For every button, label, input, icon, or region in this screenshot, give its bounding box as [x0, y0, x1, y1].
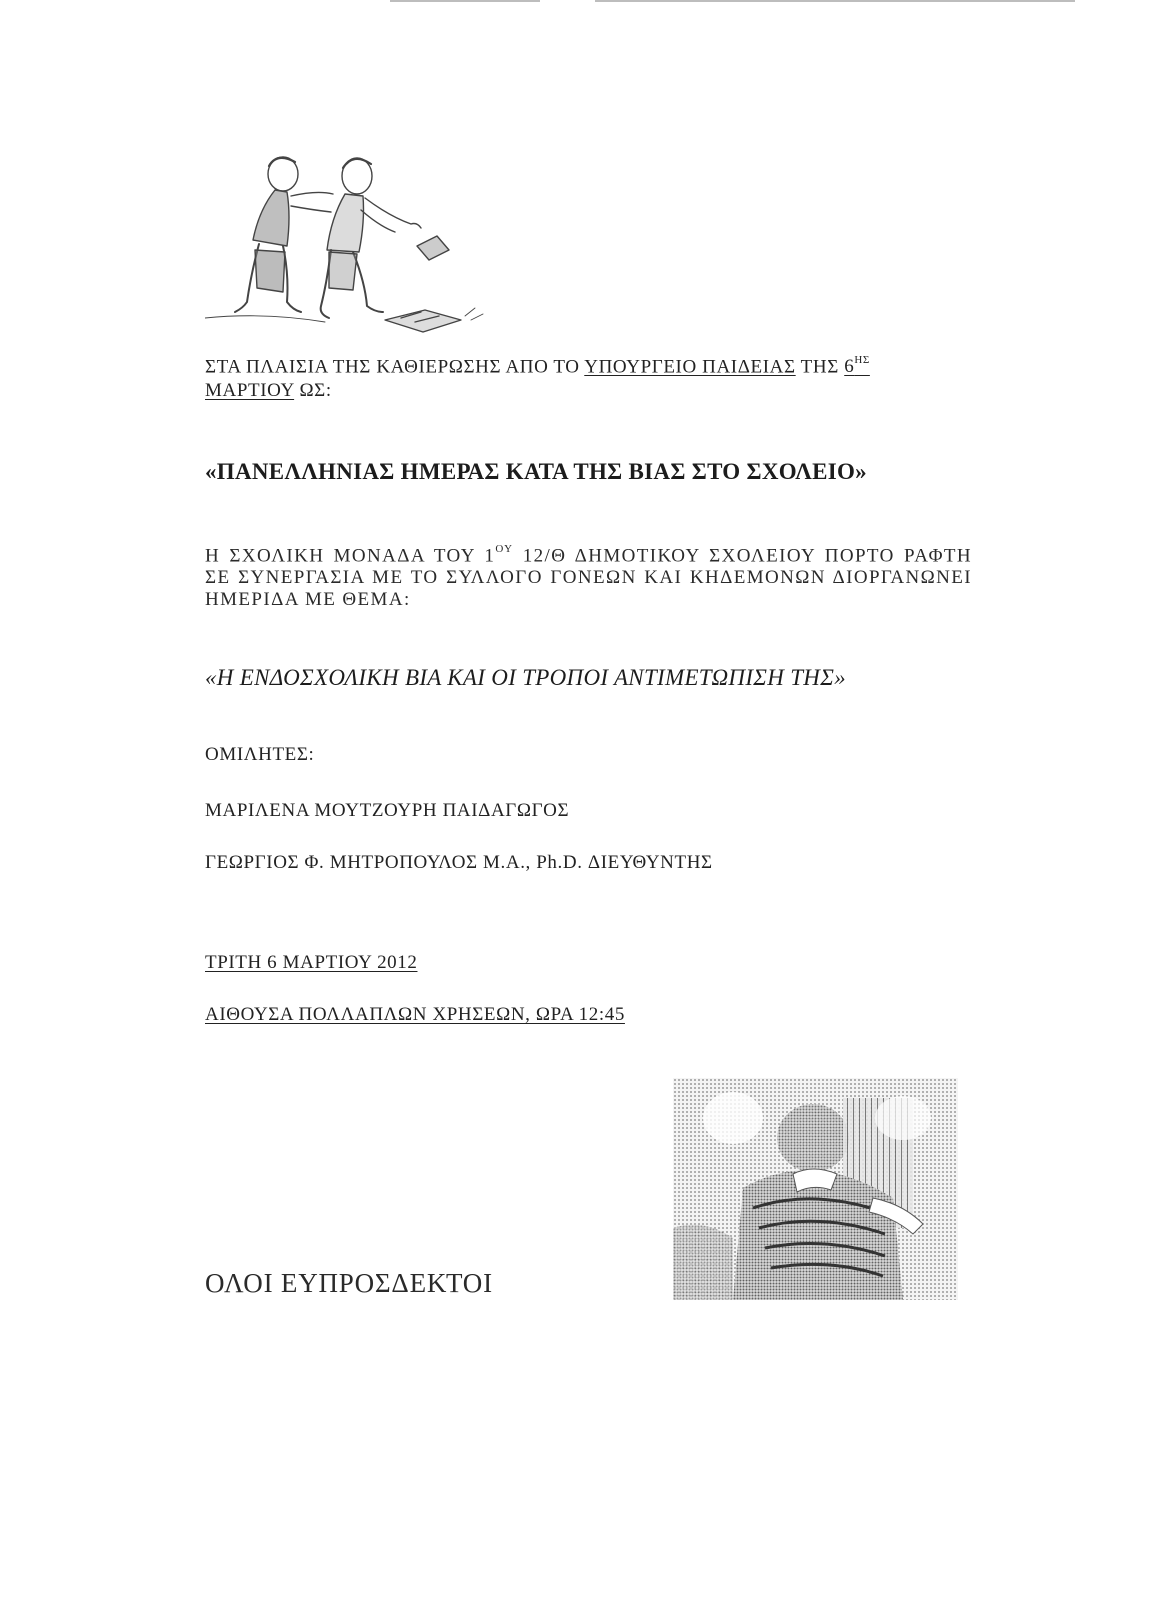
speaker-item: ΜΑΡΙΛΕΝΑ ΜΟΥΤΖΟΥΡΗ ΠΑΙΔΑΓΩΓΟΣ: [205, 800, 570, 821]
intro-month: ΜΑΡΤΙΟΥ: [205, 380, 295, 401]
body-ordinal: ΟΥ: [495, 543, 514, 555]
speakers-heading: ΟΜΙΛΗΤΕΣ:: [205, 744, 315, 765]
intro-line-2: [205, 380, 332, 402]
speaker-item: ΓΕΩΡΓΙΟΣ Φ. ΜΗΤΡΟΠΟΥΛΟΣ Μ.Α., Ph.D. ΔΙΕΥΘΥΝΤΗΣ: [205, 852, 713, 873]
body-text-a: Η ΣΧΟΛΙΚΗ ΜΟΝΑΔΑ ΤΟΥ 1: [205, 545, 496, 567]
intro-day-suffix: ΗΣ: [854, 354, 870, 366]
scan-edge-line: [390, 0, 540, 2]
ministry-name: ΥΠΟΥΡΓΕΙΟ ΠΑΙΔΕΙΑΣ: [584, 356, 796, 378]
event-date: ΤΡΙΤΗ 6 ΜΑΡΤΙΟΥ 2012: [205, 952, 418, 973]
intro-text-a: ΣΤΑ ΠΛΑΙΣΙΑ ΤΗΣ ΚΑΘΙΕΡΩΣΗΣ ΑΠΟ ΤΟ: [205, 356, 585, 378]
headline: «ΠΑΝΕΛΛΗΝΙΑΣ ΗΜΕΡΑΣ ΚΑΤΑ ΤΗΣ ΒΙΑΣ ΣΤΟ ΣΧΟΛΕΙΟ»: [205, 459, 867, 484]
body-text-b: 12/Θ ΔΗΜΟΤΙΚΟΥ ΣΧΟΛΕΙΟΥ ΠΟΡΤΟ ΡΑΦΤΗ ΣΕ ΣΥΝΕΡΓΑΣΙΑ ΜΕ ΤΟ ΣΥΛΛΟΓΟ ΓΟΝΕΩΝ ΚΑΙ ΚΗΔΕΜΟΝΩΝ ΔΙΟΡΓΑΝΩΝΕΙ ΗΜΕΡΙΔΑ ΜΕ ΘΕΜΑ:: [205, 545, 972, 611]
intro-text-b: ΤΗΣ: [795, 356, 845, 378]
body-paragraph: [205, 540, 972, 611]
event-venue: ΑΙΘΟΥΣΑ ΠΟΛΛΑΠΛΩΝ ΧΡΗΣΕΩΝ, ΩΡΑ 12:45: [205, 1004, 625, 1025]
topic-title: «Η ΕΝΔΟΣΧΟΛΙΚΗ ΒΙΑ ΚΑΙ ΟΙ ΤΡΟΠΟΙ ΑΝΤΙΜΕΤΩΠΙΣΗ ΤΗΣ»: [205, 665, 846, 690]
children-photo: [673, 1078, 958, 1300]
intro-day: $6^{H\Sigma}$: [844, 354, 870, 378]
intro-text-c: ΩΣ:: [294, 380, 332, 401]
intro-line-1: [205, 356, 870, 378]
closing-text: ΟΛΟΙ ΕΥΠΡΟΣΔΕΚΤΟΙ: [205, 1268, 493, 1298]
boys-fighting-illustration: [205, 150, 490, 340]
scan-edge-line: [595, 0, 1075, 2]
